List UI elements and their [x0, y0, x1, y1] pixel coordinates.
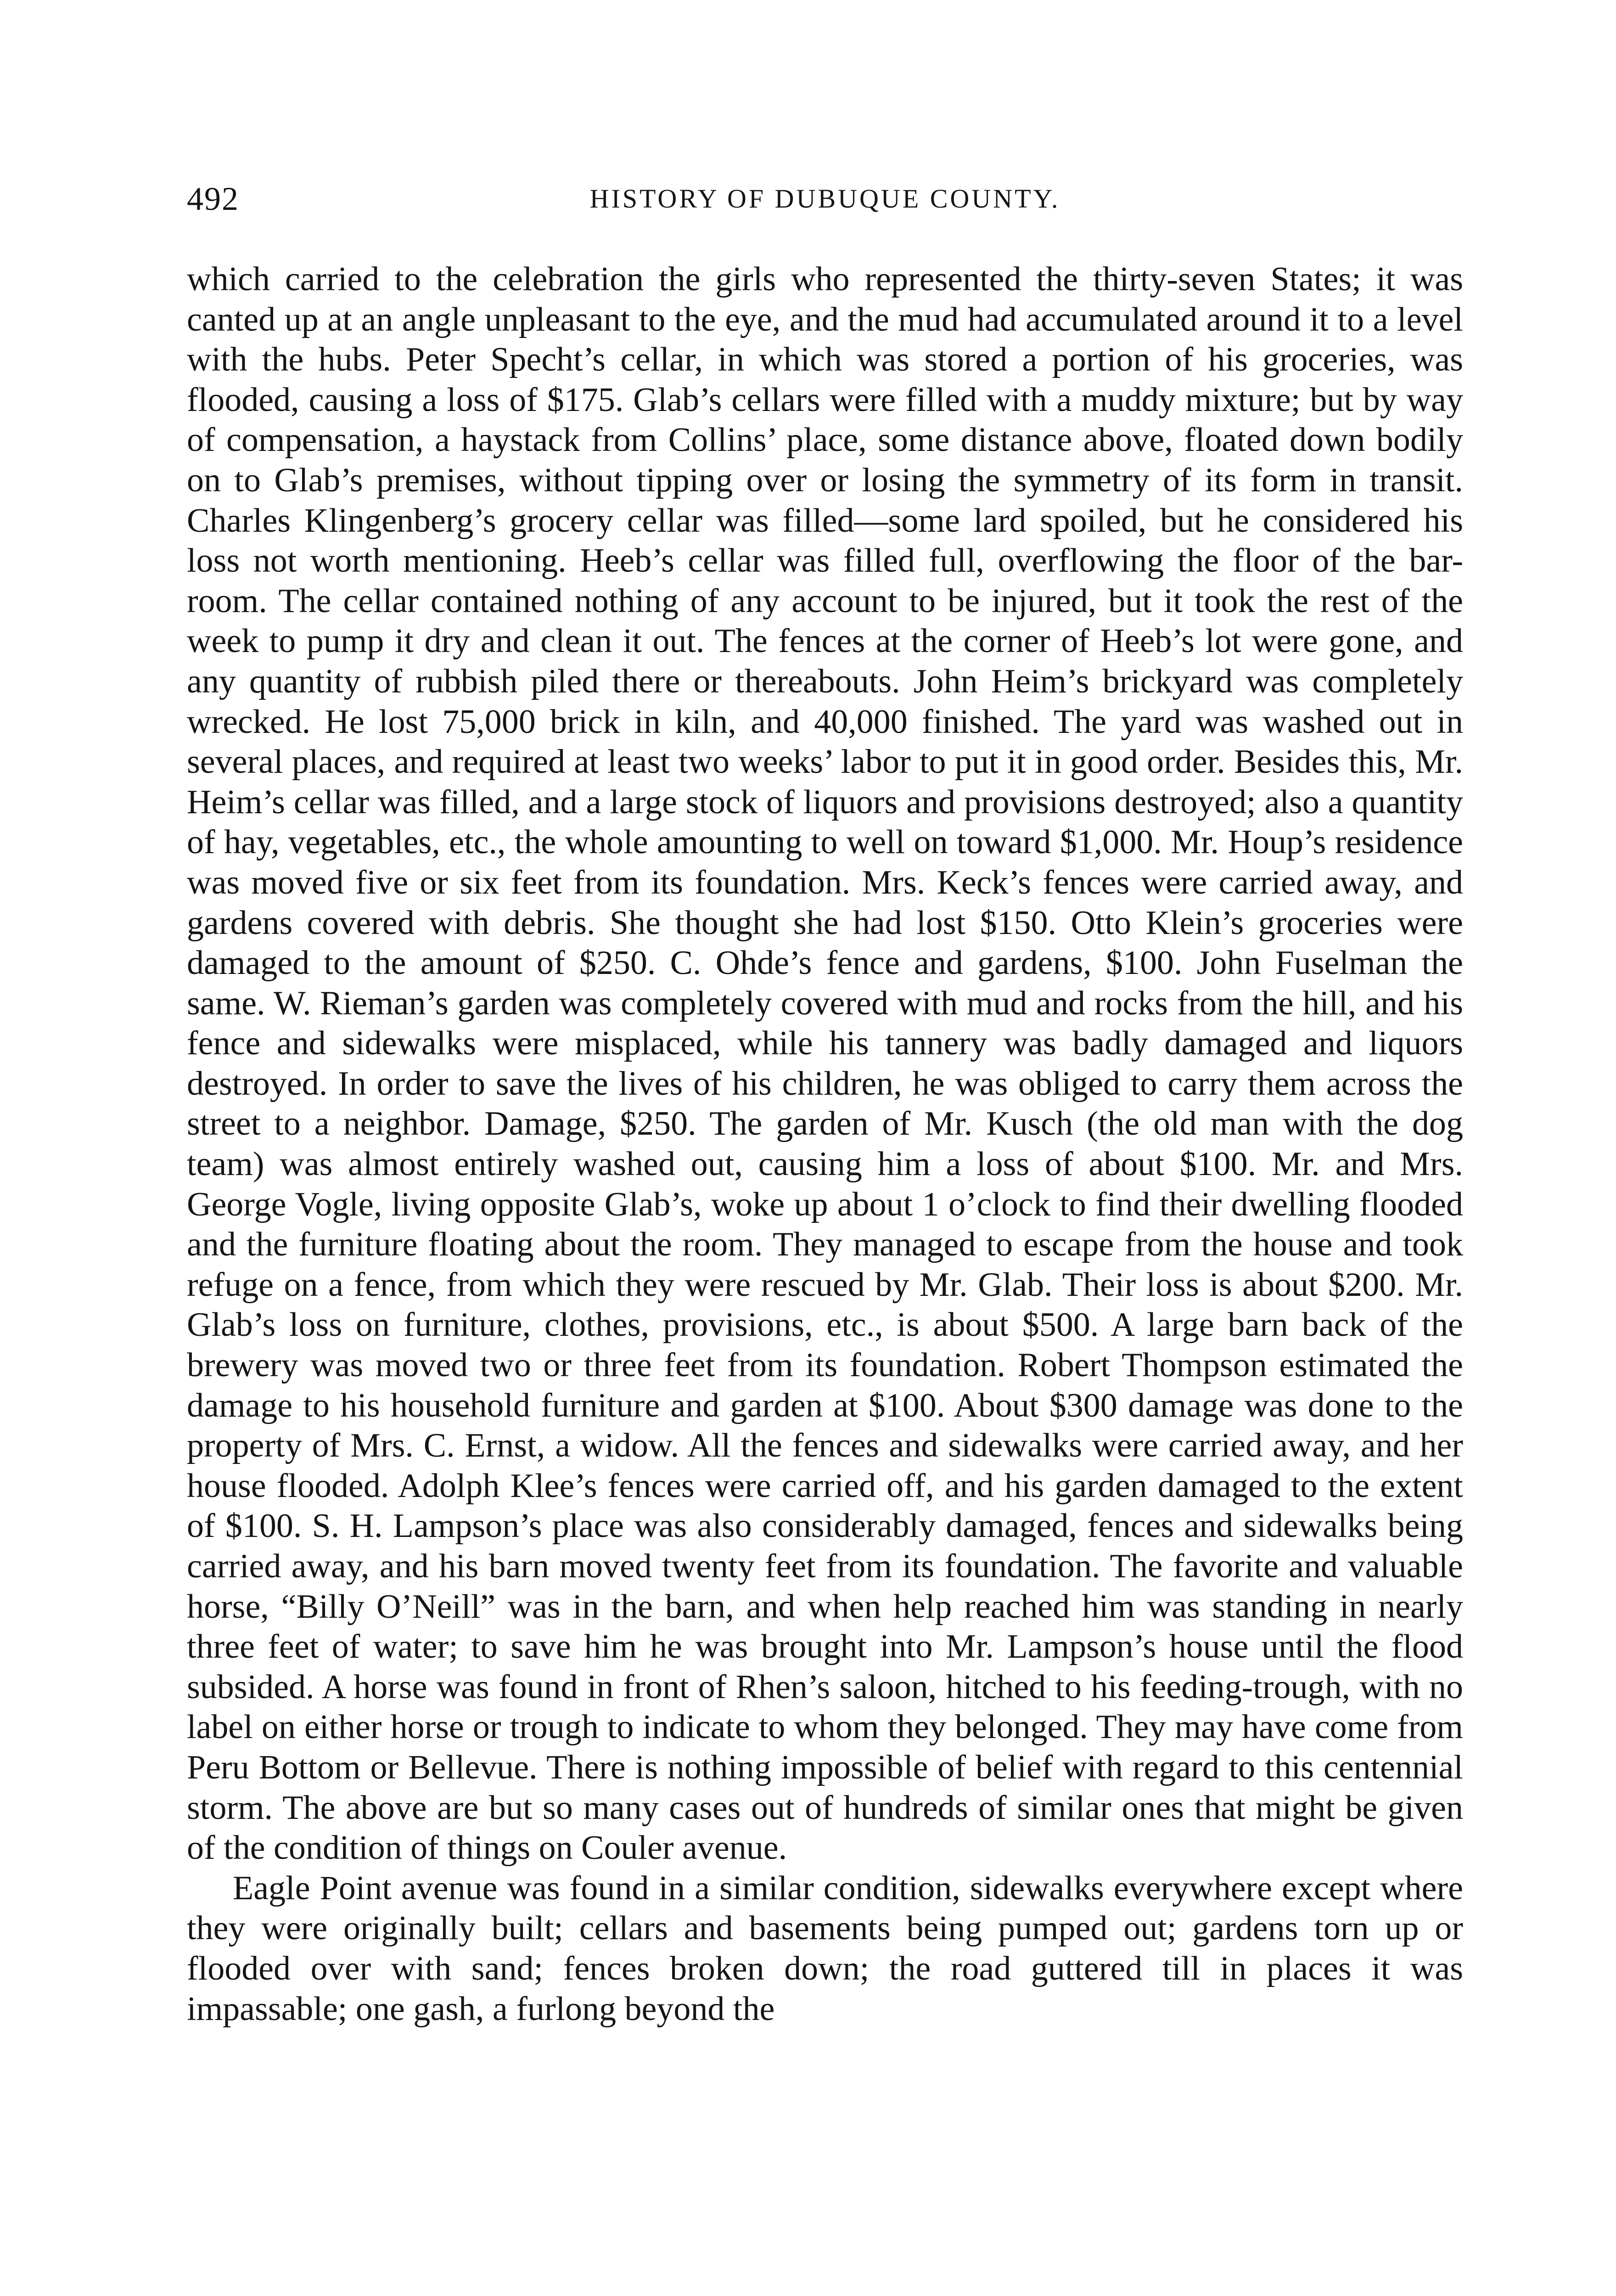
paragraph-continued: which carried to the celebration the girls who represented the thirty-seven States; it was canted up at an angle unpleasant to the eye, and the mud had accumulated around it to a level with the hubs. Peter Specht’s cellar, in which was stored a portion of his groceries, was flooded, causing a loss of $175. Glab’s cellars were filled with a muddy mixture; but by way of compensation, a haystack from Collins’ place, some distance above, floated down bodily on to Glab’s premises, without tipping over or losing the symmetry of its form in transit. Charles Klingenberg’s grocery cellar was filled—some lard spoiled, but he considered his loss not worth mentioning. Heeb’s cellar was filled full, overflowing the floor of the bar-room. The cellar contained nothing of any account to be injured, but it took the rest of the week to pump it dry and clean it out. The fences at the corner of Heeb’s lot were gone, and any quantity of rubbish piled there or thereabouts. John Heim’s brickyard was completely wrecked. He lost 75,000 brick in kiln, and 40,000 finished. The yard was washed out in several places, and required at least two weeks’ labor to put it in good order. Besides this, Mr. Heim’s cellar was filled, and a large stock of liquors and provisions destroyed; also a quantity of hay, vegetables, etc., the whole amounting to well on toward $1,000. Mr. Houp’s residence was moved five or six feet from its foundation. Mrs. Keck’s fences were carried away, and gardens covered with debris. She thought she had lost $150. Otto Klein’s groceries were damaged to the amount of $250. C. Ohde’s fence and gardens, $100. John Fuselman the same. W. Rieman’s garden was completely covered with mud and rocks from the hill, and his fence and sidewalks were misplaced, while his tannery was badly damaged and liquors destroyed. In order to save the lives of his children, he was obliged to carry them across the street to a neighbor. Damage, $250. The garden of Mr. Kusch (the old man with the dog team) was almost entirely washed out, causing him a loss of about $100. Mr. and Mrs. George Vogle, living opposite Glab’s, woke up about 1 o’clock to find their dwelling flooded and the furniture floating about the room. They managed to escape from the house and took refuge on a fence, from which they were rescued by Mr. Glab. Their loss is about $200. Mr. Glab’s loss on furniture, clothes, provisions, etc., is about $500. A large barn back of the brewery was moved two or three feet from its foundation. Robert Thompson estimated the damage to his household furniture and garden at $100. About $300 damage was done to the property of Mrs. C. Ernst, a widow. All the fences and sidewalks were carried away, and her house flooded. Adolph Klee’s fences were carried off, and his garden damaged to the extent of $100. S. H. Lampson’s place was also considerably damaged, fences and sidewalks being carried away, and his barn moved twenty feet from its foundation. The favorite and valuable horse, “Billy O’Neill” was in the barn, and when help reached him was standing in nearly three feet of water; to save him he was brought into Mr. Lampson’s house until the flood subsided. A horse was found in front of Rhen’s saloon, hitched to his feeding-trough, with no label on either horse or trough to indicate to whom they belonged. They may have come from Peru Bottom or Bellevue. There is nothing impossible of belief with regard to this centennial storm. The above are but so many cases out of hundreds of similar ones that might be given of the condition of things on Couler avenue. [187, 260, 1463, 1867]
running-title: HISTORY OF DUBUQUE COUNTY. [589, 184, 1060, 214]
running-head [187, 178, 1463, 219]
body-text [187, 259, 1463, 2029]
page-number: 492 [187, 180, 239, 217]
paragraph-eagle-point-avenue: Eagle Point avenue was found in a similar condition, sidewalks everywhere except where they were originally built; cellars and basements being pumped out; gardens torn up or flooded over with sand; fences broken down; the road guttered till in places it was impassable; one gash, a furlong beyond the [187, 1869, 1463, 2028]
